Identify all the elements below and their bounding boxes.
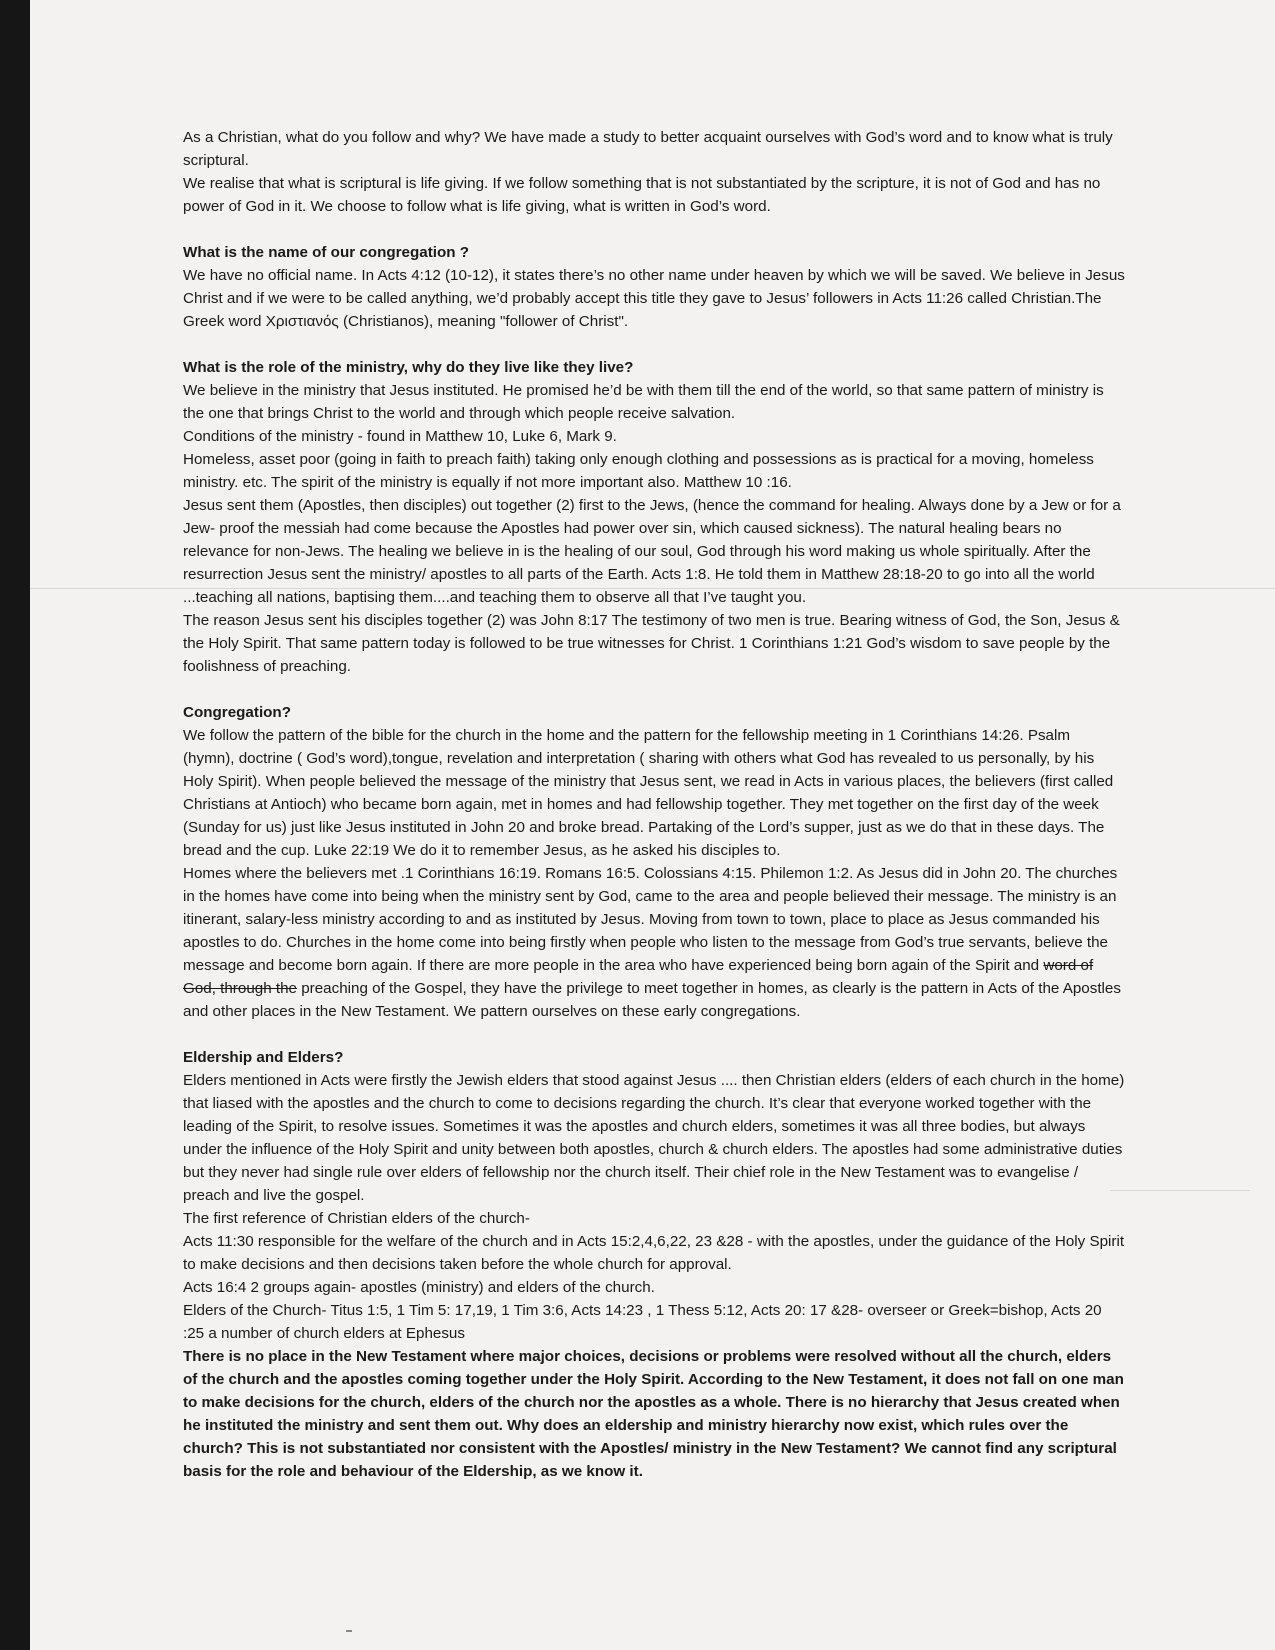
section-heading: What is the role of the ministry, why do they live like they live? — [183, 359, 634, 376]
paragraph: We follow the pattern of the bible for the church in the home and the pattern for the fellowship meeting in 1 Corinthians 14:26. Psalm (hymn), doctrine ( God’s word),tongue, revelation and interpretation ( sharing with others what God has revealed to us personally, by his Holy Spirit). When people believed the message of the ministry that Jesus sent, we read in Acts in various places, the believers (first called Christians at Antioch) who became born again, met in homes and had fellowship together. They met together on the first day of the week (Sunday for us) just like Jesus instituted in John 20 and broke bread. Partaking of the Lord’s supper, just as we do that in these days. The bread and the cup. Luke 22:19 We do it to remember Jesus, as he asked his disciples to. — [183, 727, 1114, 859]
paragraph-text: Homes where the believers met .1 Corinthians 16:19. Romans 16:5. Colossians 4:15. Philemon 1:2. As Jesus did in John 20. The churches in the homes have come into being when the ministry sent by God, came to the area and people believed their message. The ministry is an itinerant, salary-less ministry according to and as instituted by Jesus. Moving from town to town, place to place as Jesus commanded his apostles to do. Churches in the home come into being firstly when people who listen to the message from God’s true servants, believe the message and become born again. If there are more people in the area who have experienced being born again of the Spirit and — [183, 865, 1118, 974]
paragraph — [183, 862, 1125, 1023]
section-heading: What is the name of our congregation ? — [183, 244, 470, 261]
scan-speck — [346, 1630, 352, 1632]
paragraph: We realise that what is scriptural is life giving. If we follow something that is not substantiated by the scripture, it is not of God and has no power of God in it. We choose to follow what is life giving, what is written in God’s word. — [183, 175, 1101, 215]
paragraph: The reason Jesus sent his disciples together (2) was John 8:17 The testimony of two men is true. Bearing witness of God, the Son, Jesus & the Holy Spirit. That same pattern today is followed to be true witnesses for Christ. 1 Corinthians 1:21 God’s wisdom to save people by the foolishness of preaching. — [183, 612, 1120, 675]
struck-text: word of God, through the — [183, 957, 1094, 997]
section-heading: Congregation? — [183, 704, 291, 721]
paragraph: Jesus sent them (Apostles, then disciples) out together (2) first to the Jews, (hence the command for healing. Always done by a Jew or for a Jew- proof the messiah had come because the Apostles had power over sin, which caused sickness). The natural healing bears no relevance for non-Jews. The healing we believe in is the healing of our soul, God through his word making us whole spiritually. After the resurrection Jesus sent the ministry/ apostles to all parts of the Earth. Acts 1:8. He told them in Matthew 28:18-20 to go into all the world ...teaching all nations, baptising them....and teaching them to observe all that I’ve taught you. — [183, 497, 1121, 606]
paragraph-text: preaching of the Gospel, they have the privilege to meet together in homes, as clearly is the pattern in Acts of the Apostles and other places in the New Testament. We pattern ourselves on these early congregations. — [183, 980, 1121, 1020]
bold-conclusion: There is no place in the New Testament where major choices, decisions or problems were resolved without all the church, elders of the church and the apostles coming together under the Holy Spirit. According to the New Testament, it does not fall on one man to make decisions for the church, elders of the church nor the apostles as a whole. There is no hierarchy that Jesus created when he instituted the ministry and sent them out. Why does an eldership and ministry hierarchy now exist, which rules over the church? This is not substantiated nor consistent with the Apostles/ ministry in the New Testament? We cannot find any scriptural basis for the role and behaviour of the Eldership, as we know it. — [183, 1348, 1124, 1480]
scan-edge — [0, 0, 30, 1650]
paragraph: Conditions of the ministry - found in Matthew 10, Luke 6, Mark 9. — [183, 428, 617, 445]
elders-section — [183, 1046, 1125, 1483]
ministry-section — [183, 356, 1125, 678]
paragraph: Homeless, asset poor (going in faith to preach faith) taking only enough clothing and possessions as is practical for a moving, homeless ministry. etc. The spirit of the ministry is equally if not more important also. Matthew 10 :16. — [183, 451, 1094, 491]
section-heading: Eldership and Elders? — [183, 1049, 344, 1066]
paragraph: Elders mentioned in Acts were firstly the Jewish elders that stood against Jesus .... then Christian elders (elders of each church in the home) that liased with the apostles and the church to come to decisions regarding the church. It’s clear that everyone worked together with the leading of the Spirit, to resolve issues. Sometimes it was the apostles and church elders, sometimes it was all three bodies, but always under the influence of the Holy Spirit and unity between both apostles, church & church elders. The apostles had some administrative duties but they never had single rule over elders of fellowship nor the church itself. Their chief role in the New Testament was to evangelise / preach and live the gospel. — [183, 1072, 1125, 1204]
document-page — [183, 126, 1125, 1483]
congregation-section — [183, 701, 1125, 1023]
paragraph: Acts 11:30 responsible for the welfare of the church and in Acts 15:2,4,6,22, 23 &28 - with the apostles, under the guidance of the Holy Spirit to make decisions and then decisions taken before the whole church for approval. — [183, 1233, 1125, 1273]
paragraph: We believe in the ministry that Jesus instituted. He promised he’d be with them till the end of the world, so that same pattern of ministry is the one that brings Christ to the world and through which people receive salvation. — [183, 382, 1104, 422]
paragraph: The first reference of Christian elders of the church- — [183, 1210, 530, 1227]
intro-section — [183, 126, 1125, 218]
paragraph: We have no official name. In Acts 4:12 (10-12), it states there’s no other name under heaven by which we will be saved. We believe in Jesus Christ and if we were to be called anything, we’d probably accept this title they gave to Jesus’ followers in Acts 11:26 called Christian.The Greek word Χριστιανός (Christianos), meaning "follower of Christ". — [183, 267, 1125, 330]
paragraph: Elders of the Church- Titus 1:5, 1 Tim 5: 17,19, 1 Tim 3:6, Acts 14:23 , 1 Thess 5:12, Acts 20: 17 &28- overseer or Greek=bishop, Acts 20 :25 a number of church elders at Ephesus — [183, 1302, 1102, 1342]
paragraph: As a Christian, what do you follow and why? We have made a study to better acquaint ourselves with God’s word and to know what is truly scriptural. — [183, 129, 1113, 169]
fold-line — [1110, 1190, 1250, 1191]
paragraph: Acts 16:4 2 groups again- apostles (ministry) and elders of the church. — [183, 1279, 655, 1296]
name-section — [183, 241, 1125, 333]
